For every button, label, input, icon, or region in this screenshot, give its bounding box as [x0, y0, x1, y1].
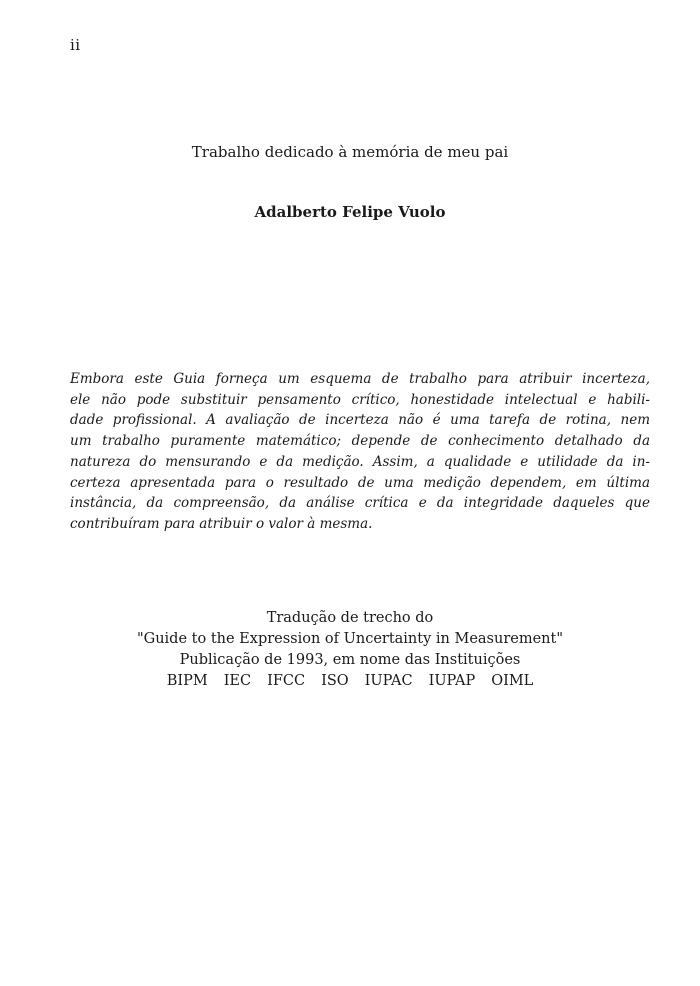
quote-line: um trabalho puramente matemático; depende de conhecimento detalhado da: [70, 433, 650, 450]
translation-note: Tradução de trecho do: [266, 610, 434, 626]
quote-line: natureza do mensurando e da medição. Assim, a qualidade e utilidade da in-: [70, 453, 650, 470]
quote-line: Embora este Guia forneça um esquema de trabalho para atribuir incerteza,: [70, 371, 650, 387]
quote-line: certeza apresentada para o resultado de uma medição dependem, em última: [70, 474, 650, 491]
institution-bipm: BIPM: [166, 673, 208, 689]
institution-oiml: OIML: [491, 673, 534, 689]
institution-iec: IEC: [223, 673, 252, 689]
dedication-text: Trabalho dedicado à memória de meu pai: [191, 143, 509, 161]
quote-line: contribuíram para atribuir o valor à mesma.: [70, 515, 373, 532]
guide-title: "Guide to the Expression of Uncertainty in Measurement": [136, 631, 564, 647]
institution-iso: ISO: [321, 673, 349, 689]
dedicatee-name: Adalberto Felipe Vuolo: [254, 203, 446, 221]
quote-line: dade profissional. A avaliação de incerteza não é uma tarefa de rotina, nem: [70, 412, 650, 429]
institution-ifcc: IFCC: [267, 673, 306, 689]
institution-iupap: IUPAP: [428, 673, 476, 689]
quote-line: instância, da compreensão, da análise crítica e da integridade daqueles que: [70, 495, 650, 512]
page-number: ii: [70, 36, 81, 54]
source-attribution: [0, 608, 700, 692]
institution-iupac: IUPAC: [364, 673, 413, 689]
publication-note: Publicação de 1993, em nome das Instituições: [179, 652, 521, 668]
institutions-list: [0, 671, 700, 692]
quote-line: ele não pode substituir pensamento crítico, honestidade intelectual e habili-: [70, 391, 650, 408]
epigraph-quote: [70, 369, 650, 535]
